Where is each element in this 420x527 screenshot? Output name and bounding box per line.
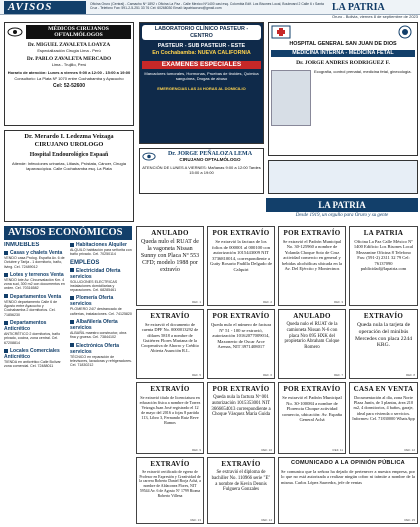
newspaper-slogan: Desde 1919, un orgullo para Oruro y su gente bbox=[295, 213, 389, 218]
office-address: Consultorio: La Plata Nº 1070 entre Cochabamba y Ayacucho bbox=[14, 76, 124, 82]
category-heading: Casas y chalets Venta bbox=[10, 250, 63, 256]
notice-box bbox=[278, 457, 418, 524]
notice-title: ANULADO bbox=[151, 229, 189, 237]
notice-ref: REF. 12 bbox=[404, 448, 415, 452]
hospital-logo-icon bbox=[271, 25, 291, 39]
doctor-specialty: Especialización Cirugía Lima - Perú bbox=[37, 48, 101, 53]
category-heading: Departamentos Anticrético bbox=[4, 319, 47, 332]
ad-oftalmologos bbox=[4, 22, 134, 126]
office-phone: Cel: 52-52600 bbox=[53, 83, 85, 90]
notice-ref: REF. 9 bbox=[191, 448, 201, 452]
notice-text: Se extravió el Padrón Municipal No. 30-125960 a nombre de Yolanda Choque Soto de Cruz actividad comercio en general y bebidas alcohólicas ubicada en la Av. Del Ejército y Montecinos bbox=[282, 239, 342, 272]
notice-title: EXTRAVÍO bbox=[363, 312, 404, 320]
doctor-name: Dr. PABLO ZAVALETA MERCADO bbox=[26, 55, 112, 62]
doctor-specialty: Lima - Trujillo, Perú bbox=[51, 61, 87, 67]
notice-box bbox=[136, 457, 204, 524]
notice-title: EXTRAVÍO bbox=[150, 312, 190, 320]
eye-icon bbox=[142, 152, 156, 161]
category-heading: Electrónica Oferta servicios bbox=[70, 342, 120, 355]
category-icon bbox=[70, 296, 74, 300]
lab-exams-text: Marcadores tumorales, Hormonas, Pruebas de tiroides, Química sanguínea, Drogas de abuso bbox=[144, 71, 259, 81]
notice-text: Queda nulo el RUAT de la camioneta Nissan N-6 con placa Nro 095 HXK del propietario Abraham Colque Romero bbox=[284, 322, 340, 351]
doctor-specialty: CIRUJANO UROLOGO bbox=[34, 141, 104, 148]
classified-ad: ALQUILO habitación para señorita con baño privado. Cel. 70250114 bbox=[70, 248, 132, 257]
notice-title: EXTRAVÍO bbox=[150, 460, 190, 468]
notice-title: COMUNICADO A LA OPINIÓN PÚBLICA bbox=[290, 460, 406, 466]
section-heading: EMPLEOS bbox=[70, 259, 100, 266]
classified-ad: VENDO lote Av. Circunvalación Km. 4 zona sud, 300 m2 con documentos en orden. Cel. 70316582 bbox=[4, 277, 65, 291]
notice-box bbox=[207, 457, 275, 524]
category-icon bbox=[70, 320, 74, 324]
notice-title: LA PATRIA bbox=[363, 229, 404, 237]
newspaper-banner: LA PATRIA bbox=[266, 198, 418, 212]
doctor-photo bbox=[271, 70, 311, 126]
notice-text: Queda nula la tarjeta de operación del minibús Mercedes con placa 2244 KRG. bbox=[355, 322, 412, 349]
notice-text: Se extravió título de licenciatura en educación física a nombre de Torrez Veizaga Juan José registrado el 12 de mayo del 2016 a fojas 8 partida 113, Libro 3, Fernando Ruiz Reve Ramos bbox=[139, 395, 201, 425]
notice-box bbox=[207, 309, 275, 379]
section-heading: INMUEBLES bbox=[4, 242, 40, 248]
notice-title: EXTRAVÍO bbox=[221, 460, 261, 468]
newspaper-name: LA PATRIA bbox=[332, 2, 385, 13]
category-icon bbox=[70, 343, 74, 347]
ad-hospital bbox=[268, 22, 418, 156]
notice-box bbox=[207, 226, 275, 306]
classified-ad: SOLUCIONES ELECTRICAS instalaciones domiciliarias y reparaciones. Cel. 68285461 bbox=[70, 279, 118, 293]
notice-text: Se extravió el documento de cuenta DPF No. 0000013292 de dólares 5818 a nombre de Gutiérrez Flores Mariana de la Cooperativa de Ahorro y Crédito Abierta Asunción R.L. bbox=[141, 322, 199, 354]
notice-ref: REF. 6 bbox=[262, 373, 272, 377]
lab-title: LABORATORIO CLÍNICO PASTEUR - CENTRO bbox=[142, 25, 261, 40]
category-heading: Electricidad Oferta servicios bbox=[70, 267, 121, 280]
notice-title: POR EXTRAVÍO bbox=[212, 312, 270, 320]
lab-emergencies: EMERGENCIAS LAS 24 HORAS AL DOMICILIO bbox=[157, 85, 246, 91]
notice-text: Se comunica que la señora ha dejado de pertenecer a nuestra empresa, por lo que no está autorizada a realizar ningún cobro ni trámite a nombre de la misma. Carlos López Saavedra, jefe de ventas bbox=[281, 469, 415, 485]
hospital-name: Hospital Endourológico Espaañ bbox=[29, 152, 109, 158]
ad-text: Ecografía, control prenatal, medicina fetal, ginecología. bbox=[314, 68, 412, 74]
ad-title: MÉDICOS CIRUJANOS OFTALMÓLOGOS bbox=[26, 25, 131, 39]
notice-text: Queda nula la factura Nº 001 autorización 1015353001 NIT 3666654013 correspondiente a Choque Vásquez María Guida bbox=[211, 395, 271, 418]
office-hours: Horario de atención: Lunes a viernes 9:00 a 12:00 - 15:00 a 19:00 bbox=[7, 69, 131, 75]
eye-icon bbox=[7, 27, 23, 37]
notice-box bbox=[136, 309, 204, 379]
hospital-title: HOSPITAL GENERAL SAN JUAN DE DIOS bbox=[289, 41, 397, 47]
classifieds-title: AVISOS ECONÓMICOS bbox=[4, 226, 132, 240]
notice-box bbox=[207, 382, 275, 454]
notice-title: POR EXTRAVÍO bbox=[212, 385, 270, 393]
section-logo: AVISOS bbox=[4, 1, 86, 14]
notice-title: POR EXTRAVÍO bbox=[283, 229, 341, 237]
issue-date: Oruro - Bolivia, viernes 8 de septiembre de 2023 bbox=[331, 14, 418, 19]
category-heading: Departamentos Venta bbox=[10, 293, 62, 300]
notice-title: ANULADO bbox=[293, 312, 331, 320]
doctor-specialty: CIRUJANO OFTALMÓLOGO bbox=[179, 157, 241, 162]
category-heading: Albañilería Oferta servicios bbox=[70, 319, 118, 332]
notice-box bbox=[278, 226, 346, 306]
category-heading: Plomería Oferta servicios bbox=[70, 295, 114, 308]
doctor-name: Dr. JORGE PEÑALOZA LEMA bbox=[167, 151, 253, 157]
notice-text: Se extravió el diploma de bachiller No. 110966 serie "E" a nombre de Kevin Dennis Fulguera Gonzales bbox=[211, 470, 271, 493]
notice-ref: REF. 8 bbox=[405, 373, 415, 377]
notice-ref: REF. 10 bbox=[261, 448, 272, 452]
category-heading: Lotes y terrenos Venta bbox=[10, 271, 64, 278]
doctor-name: Dr. MIGUEL ZAVALETA LOAYZA bbox=[27, 42, 111, 48]
ad-urologo bbox=[4, 130, 134, 222]
category-icon bbox=[70, 268, 74, 272]
notice-title: EXTRAVÍO bbox=[150, 385, 190, 393]
ad-banner bbox=[268, 160, 418, 194]
ad-text: Atiende: Infecciones urinarias, Litiasis, Próstata, Cáncer, Cirugía laparoscópica. Calle Cochabamba esq. La Plata bbox=[11, 161, 127, 171]
ad-oftalmologo bbox=[139, 148, 264, 194]
notice-ref: REF. 13 bbox=[190, 518, 201, 522]
lab-city: En Cochabamba: NUEVA CALIFORNIA bbox=[152, 50, 251, 56]
notice-box bbox=[349, 309, 418, 379]
seal-icon bbox=[395, 25, 415, 39]
ad-text: ATENCIÓN DE LUNES A VIERNES: Mañanas 9:00 a 12:00 Tardes 15:00 a 19:00 bbox=[142, 164, 261, 175]
category-icon bbox=[4, 321, 8, 325]
notice-ref: REF. 11 bbox=[332, 448, 343, 452]
notice-ref: REF. 3 bbox=[333, 300, 343, 304]
notice-text: Documentación al día, zona Norte Plaza Junín, de 3 plantas, área 210 m2, 4 dormitorios, 4 baños, garaje, ideal para vivienda o servicios. Informes: Cel. 71830000 WhatsApp bbox=[352, 395, 415, 421]
doctor-name: Dr. Merardo I. Ledezma Veizaga bbox=[24, 133, 114, 140]
classified-ad: ANTICRÉTICO 2 dormitorios, baño privado, cocina, zona central. Cel. 67208814 bbox=[4, 331, 61, 345]
notice-text: Oficina La Paz Calle México Nº 1400 Edificio Los Bisones Local Mezzanine Oficina 8 Telefono Fax: (591-2) 2311 32 79 Cel: 76137090 publicidad@lapatria.com bbox=[353, 239, 414, 272]
ad-laboratorio bbox=[139, 22, 264, 144]
notice-text: Queda nulo el número de factura Nº 51 - 100 se extravió, autorización 10162077009014, Maxonerio de Oscar Arce Arenas, NIT 3971408017 bbox=[210, 322, 272, 350]
doctor-name: Dr. JORGE ANDRES RODRIGUEZ F. bbox=[296, 59, 390, 66]
category-heading: Habitaciones Alquiler bbox=[76, 242, 127, 248]
category-icon bbox=[4, 273, 8, 277]
category-icon bbox=[4, 251, 8, 255]
category-icon bbox=[4, 294, 8, 298]
classified-ad: ALBAÑIL maestro constructor, obra fina y gruesa. Cel. 73844102 bbox=[70, 331, 127, 340]
notice-ref: REF. 2 bbox=[262, 300, 272, 304]
notice-text: Se extravió certificado de egreso de Profesor en Expresión y Creatividad de la carrera Roberto Daniel Borja Achá, a nombre de Aldaconea Flores, NIT 59544 Av. 6 de Agosto Nº 1799 Rioma Roberto Villena bbox=[139, 470, 201, 498]
classified-ad: PLOMERO 24/7 destrancado de cañerías, instalaciones. Cel. 74125820 bbox=[70, 307, 132, 316]
category-icon bbox=[70, 243, 74, 247]
classified-ad: VENDO departamento Calle 6 de Agosto entre Ayacucho y Cochabamba 2 dormitorios. Cel. 71856230 bbox=[4, 299, 58, 317]
lab-subtitle: PASTEUR - SUB PASTEUR - ESTE bbox=[157, 43, 246, 49]
hospital-subtitle: MEDICINA INTERNA - MEDICINA FETAL bbox=[271, 50, 415, 57]
notice-ref: REF. 7 bbox=[333, 373, 343, 377]
notice-title: CASA EN VENTA bbox=[353, 385, 414, 393]
notice-box bbox=[349, 382, 418, 454]
notice-box bbox=[136, 226, 204, 306]
notice-box bbox=[349, 226, 418, 306]
notice-title: POR EXTRAVÍO bbox=[283, 385, 341, 393]
category-icon bbox=[4, 349, 8, 353]
notice-ref: REF. 15 bbox=[404, 518, 415, 522]
notice-ref: REF. 5 bbox=[191, 373, 201, 377]
classified-ad: TIENDA en anticrético Calle Bolívar zona comercial. Cel. 72488011 bbox=[4, 359, 61, 369]
notices-grid bbox=[136, 226, 418, 524]
notice-ref: REF. 1 bbox=[191, 300, 201, 304]
notice-ref: REF. 14 bbox=[261, 518, 272, 522]
category-heading: Locales Comerciales Anticrético bbox=[4, 347, 60, 360]
notice-box bbox=[136, 382, 204, 454]
notice-text: Queda nulo el RUAT de la vagoneta Nissan Sunny con Placa Nº 553 CFD; modelo 1988 por extravío bbox=[140, 239, 200, 274]
notice-box bbox=[278, 309, 346, 379]
notice-text: Se extravió la factura de los folios de 000001 al 000100 con autorización 1015443009 NIT 3736810014, correspondiente a Gutty Rosario Padilla Delgado de Calquiri bbox=[210, 239, 273, 272]
classifieds-column-2 bbox=[70, 242, 132, 524]
header-info: Oficina Oruro (Central) - Camacho Nº 1892 • Oficina La Paz - Calle Mexico Nº1400 casi esq. Colombia Edif. Los Bisones Local, Boulevard 2 Calle 6 • Santa Cruz - Telefono Fax: 591-2-5-251 33 76 Cel: 60268030 Email: lapatriaoruro@gmail.com bbox=[90, 2, 324, 11]
classified-ad: TÉCNICO en reparación de televisores, lavadoras y refrigeradores. Cel. 71830212 bbox=[70, 354, 132, 368]
classifieds-column-1 bbox=[4, 242, 66, 524]
notice-text: Se extravió el Padrón Municipal No. 30-100084 a nombre de Florencia Choque actividad comercio, ubicación: Av. España General Achá bbox=[282, 395, 342, 422]
lab-exams-title: EXAMENES ESPECIALES bbox=[142, 61, 261, 69]
notice-box bbox=[278, 382, 346, 454]
classified-ad: VENDO casa Prolog. España Av. 6 de Octubre y Tarija - 1 dormitorio, baño, living. Cel. 72489012 bbox=[4, 256, 65, 269]
notice-title: POR EXTRAVÍO bbox=[212, 229, 270, 237]
